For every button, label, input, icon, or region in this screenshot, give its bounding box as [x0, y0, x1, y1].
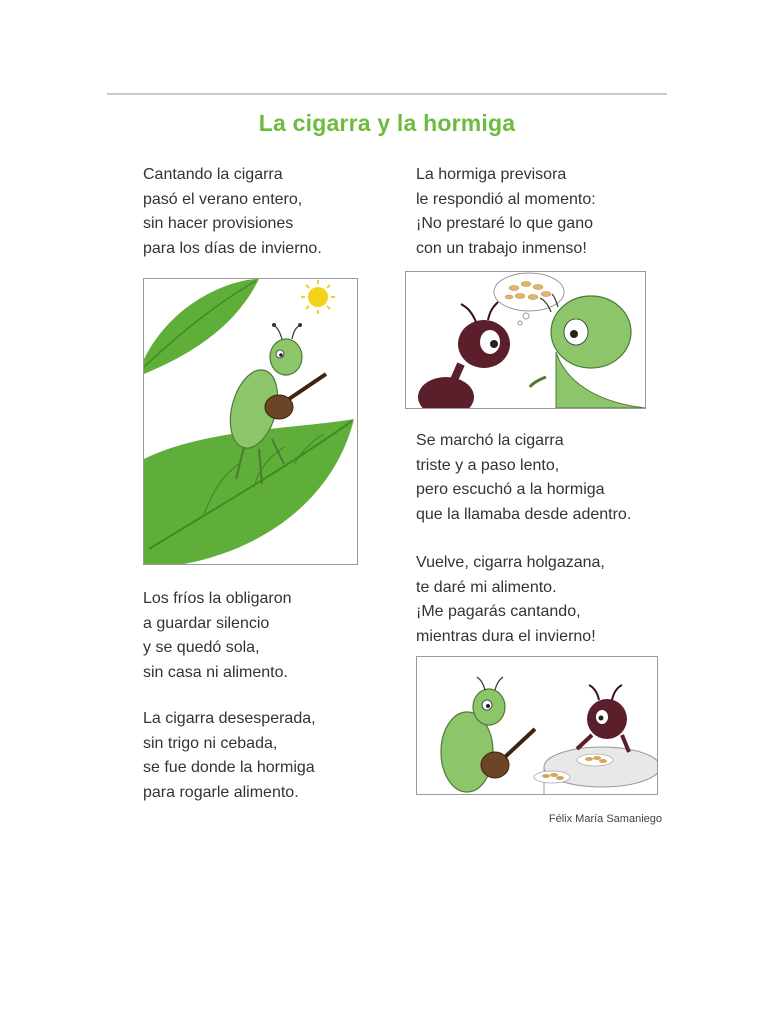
stanza-line: ¡Me pagarás cantando,: [416, 603, 581, 620]
stanza-line: que la llamaba desde adentro.: [416, 505, 632, 523]
stanza-line: Cantando la cigarra: [143, 166, 283, 183]
stanza-line: pero escuchó a la hormiga: [416, 481, 605, 498]
stanza-line: para los días de invierno.: [143, 239, 322, 257]
stanza-2: [416, 163, 596, 261]
stanza-line: con un trabajo inmenso!: [416, 239, 587, 257]
stanza-line: pasó el verano entero,: [143, 190, 303, 208]
poem-title: La cigarra y la hormiga: [258, 110, 516, 136]
stanza-line: ¡No prestaré lo que gano: [416, 215, 593, 232]
ant-and-cicada-talking-illustration: [405, 271, 646, 409]
stanza-4: [416, 551, 605, 649]
cicada-and-ant-at-table-icon: [417, 657, 657, 794]
stanza-6: [143, 707, 316, 805]
cicada-and-ant-at-table-illustration: [416, 656, 658, 795]
ant-and-cicada-icon: [406, 272, 645, 408]
stanza-line: sin trigo ni cebada,: [143, 734, 278, 752]
cicada-on-leaf-illustration: [143, 278, 358, 565]
stanza-line: Vuelve, cigarra holgazana,: [416, 554, 605, 571]
author-credit: Félix María Samaniego: [548, 813, 662, 825]
stanza-1: [143, 163, 322, 261]
stanza-line: sin casa ni alimento.: [143, 663, 288, 681]
cicada-on-leaf-icon: [144, 279, 357, 564]
stanza-line: se fue donde la hormiga: [143, 759, 315, 776]
top-rule: [107, 93, 667, 95]
stanza-5: [143, 587, 292, 685]
stanza-line: Se marchó la cigarra: [416, 432, 564, 449]
stanza-line: te daré mi alimento.: [416, 578, 557, 596]
stanza-line: La cigarra desesperada,: [143, 710, 316, 727]
stanza-line: Los fríos la obligaron: [143, 590, 292, 607]
stanza-line: le respondió al momento:: [416, 190, 596, 208]
stanza-line: a guardar silencio: [143, 614, 270, 632]
stanza-line: para rogarle alimento.: [143, 783, 299, 801]
stanza-line: y se quedó sola,: [143, 639, 260, 656]
stanza-line: mientras dura el invierno!: [416, 627, 596, 645]
stanza-line: sin hacer provisiones: [143, 215, 294, 232]
stanza-line: triste y a paso lento,: [416, 456, 560, 474]
stanza-3: [416, 429, 631, 527]
stanza-line: La hormiga previsora: [416, 166, 567, 183]
